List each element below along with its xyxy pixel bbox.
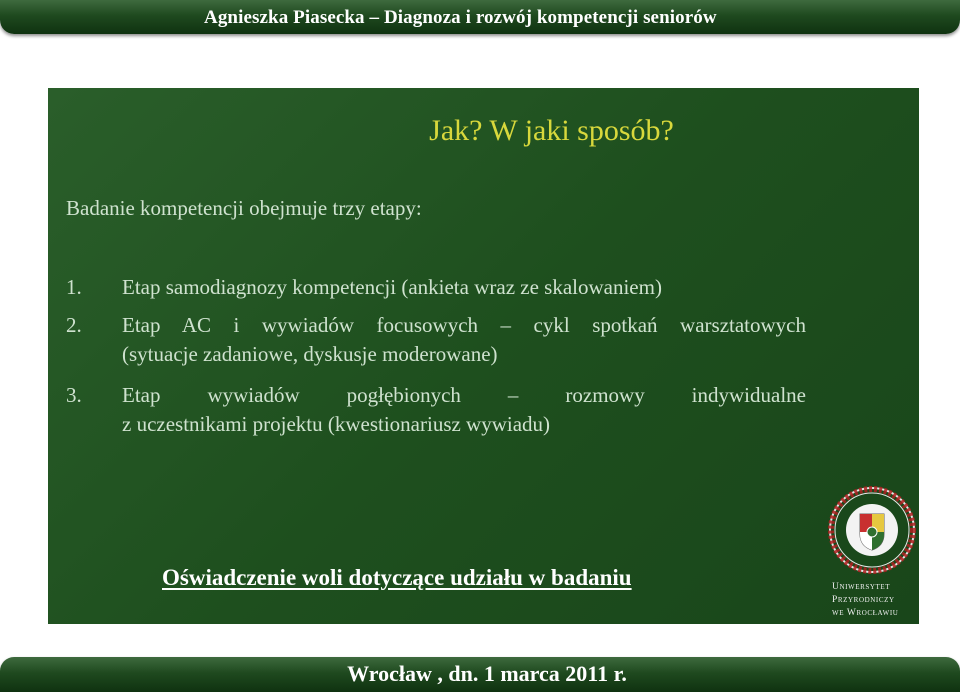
step-text-continued: z uczestnikami projektu (kwestionariusz wywiadu) bbox=[122, 412, 551, 436]
logo-text-line: we Wrocławiu bbox=[832, 608, 899, 618]
step-item bbox=[66, 381, 806, 439]
step-item bbox=[66, 311, 806, 369]
declaration-link[interactable]: Oświadczenie woli dotyczące udziału w badaniu bbox=[162, 565, 632, 590]
step-item bbox=[66, 273, 806, 302]
step-number: 3. bbox=[66, 383, 82, 407]
university-seal-icon bbox=[828, 486, 916, 574]
step-text: Etap AC i wywiadów focusowych – cykl spotkań warsztatowych bbox=[122, 313, 806, 337]
step-text-continued: (sytuacje zadaniowe, dyskusje moderowane) bbox=[122, 342, 498, 366]
footer-text: Wrocław , dn. 1 marca 2011 r. bbox=[347, 661, 627, 686]
footer-bar bbox=[0, 657, 960, 692]
slide-heading: Jak? W jaki sposób? bbox=[429, 114, 674, 147]
step-text: Etap samodiagnozy kompetencji (ankieta wraz ze skalowaniem) bbox=[122, 275, 662, 299]
logo-text-line: Przyrodniczy bbox=[832, 595, 895, 605]
intro-text: Badanie kompetencji obejmuje trzy etapy: bbox=[66, 196, 422, 220]
slide-panel bbox=[48, 88, 919, 624]
step-number: 1. bbox=[66, 275, 82, 299]
step-number: 2. bbox=[66, 313, 82, 337]
logo-text-line: Uniwersytet bbox=[832, 582, 891, 592]
header-bar bbox=[0, 0, 960, 34]
step-text: Etap wywiadów pogłębionych – rozmowy indywidualne bbox=[122, 383, 806, 407]
university-logo bbox=[828, 486, 916, 626]
header-title: Agnieszka Piasecka – Diagnoza i rozwój kompetencji seniorów bbox=[204, 7, 717, 28]
